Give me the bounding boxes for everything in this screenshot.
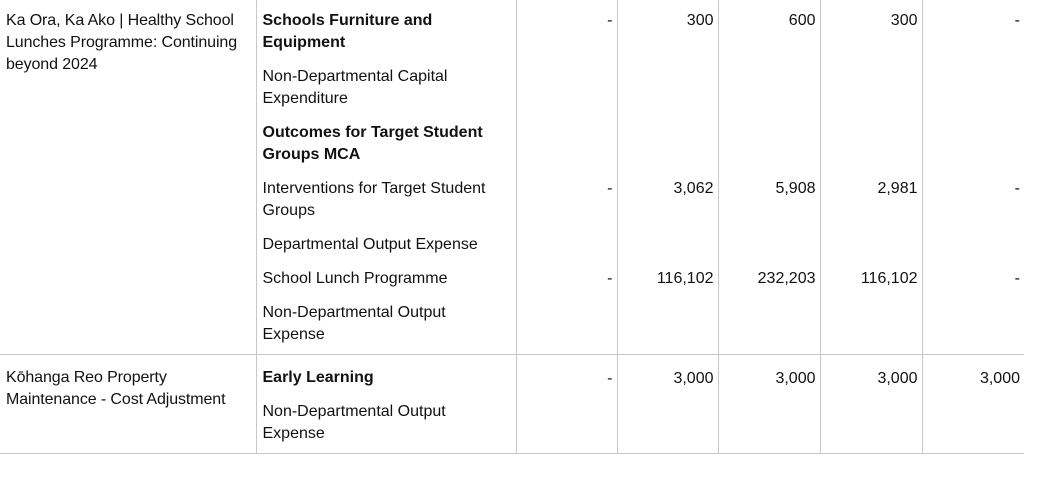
appropriation-cell	[256, 0, 516, 355]
amount-cell-year-5	[922, 355, 1024, 454]
initiative-cell: Kōhanga Reo Property Maintenance - Cost Adjustment	[0, 355, 256, 454]
amount-value: 3,000	[877, 369, 918, 387]
amount-cell-year-3	[718, 355, 820, 454]
amount-value: 300	[890, 12, 918, 29]
appropriation-item: Departmental Output Expense	[262, 236, 478, 253]
amount-cell-year-3	[718, 0, 820, 355]
appropriation-item: School Lunch Programme	[262, 270, 448, 287]
initiative-cell: Ka Ora, Ka Ako | Healthy School Lunches Programme: Continuing beyond 2024	[0, 0, 256, 355]
table-row	[0, 355, 1024, 454]
appropriation-item: Non-Departmental Capital Expenditure	[262, 68, 448, 107]
amount-value: 3,000	[673, 369, 714, 387]
amount-value: 3,000	[775, 369, 816, 387]
amount-value: -	[1014, 12, 1020, 29]
appropriation-item: Non-Departmental Output Expense	[262, 403, 446, 442]
amount-value: -	[1014, 270, 1020, 287]
appropriation-cell	[256, 355, 516, 454]
amount-value: -	[607, 180, 613, 197]
amount-value: 232,203	[757, 270, 816, 287]
amount-cell-year-1	[516, 0, 617, 355]
appropriation-heading: Outcomes for Target Student Groups MCA	[262, 124, 483, 163]
amount-cell-year-1	[516, 355, 617, 454]
amount-cell-year-2	[617, 355, 718, 454]
amount-value: 3,062	[673, 180, 714, 197]
amount-value: -	[607, 12, 613, 29]
appropriation-heading: Schools Furniture and Equipment	[262, 12, 433, 51]
amount-value: 2,981	[877, 180, 918, 197]
appropriation-item: Non-Departmental Output Expense	[262, 304, 446, 343]
appropriation-item: Interventions for Target Student Groups	[262, 180, 486, 219]
amount-value: 300	[686, 12, 714, 29]
amount-value: 5,908	[775, 180, 816, 197]
amount-value: -	[607, 270, 613, 287]
amount-cell-year-5	[922, 0, 1024, 355]
amount-cell-year-4	[820, 0, 922, 355]
amount-value: 116,102	[860, 270, 918, 287]
amount-value: 3,000	[979, 369, 1020, 387]
appropriation-heading: Early Learning	[262, 369, 374, 386]
amount-value: -	[607, 369, 613, 387]
amount-value: 116,102	[656, 270, 714, 287]
amount-cell-year-2	[617, 0, 718, 355]
amount-value: -	[1014, 180, 1020, 197]
amount-cell-year-4	[820, 355, 922, 454]
amount-value: 600	[788, 12, 816, 29]
